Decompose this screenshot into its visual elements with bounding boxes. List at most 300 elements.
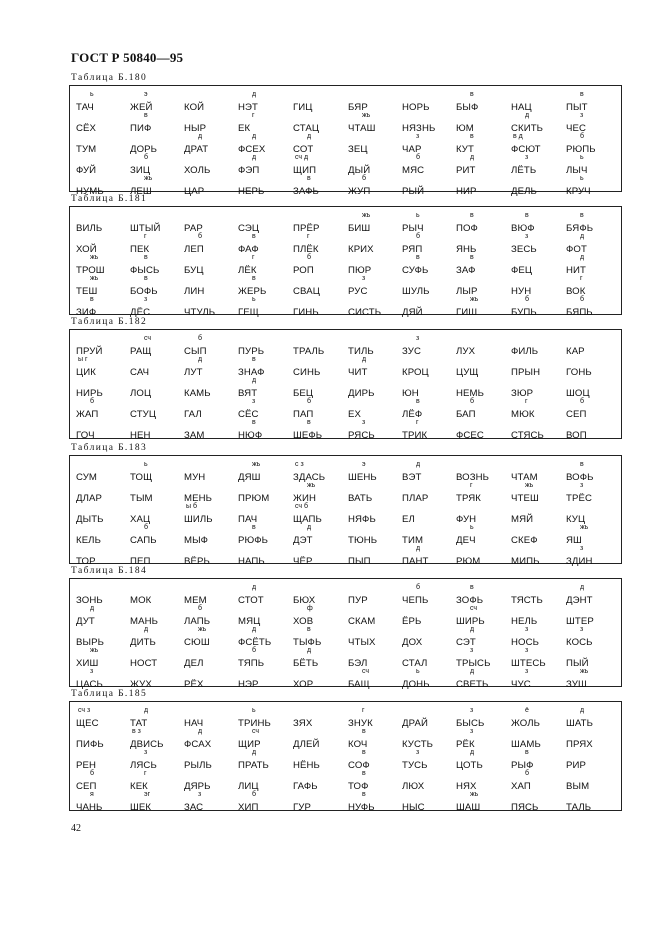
word-text: ТУСЬ: [402, 760, 428, 771]
table-row: [70, 114, 621, 134]
pronunciation-mark: з: [525, 154, 529, 161]
word-cell: [566, 114, 621, 134]
word-text: РЮМ: [456, 556, 481, 567]
pronunciation-mark: д: [252, 584, 257, 591]
word-cell: [238, 214, 293, 234]
word-cell: [566, 277, 621, 297]
word-cell: [402, 649, 457, 669]
word-text: ЧЕПЬ: [402, 595, 429, 606]
word-text: ДЭТ: [293, 535, 313, 546]
word-text: ДВИСЬ: [130, 739, 164, 750]
word-text: НИТ: [566, 265, 586, 276]
word-text: ШТЕСЬ: [511, 658, 546, 669]
pronunciation-mark: сч: [252, 728, 260, 735]
word-cell: [76, 526, 131, 546]
word-cell: [238, 730, 293, 750]
word-cell: [566, 156, 621, 176]
word-text: ЗУШ: [566, 679, 587, 690]
word-text: НЭТ: [238, 102, 258, 113]
word-cell: [348, 214, 403, 234]
pronunciation-mark: в: [307, 419, 311, 426]
word-text: НУМЬ: [76, 186, 104, 197]
word-text: ПЫТ: [566, 102, 588, 113]
word-cell: [348, 649, 403, 669]
word-cell: [130, 135, 185, 155]
word-cell: [456, 463, 511, 483]
word-text: ВЭТ: [402, 472, 422, 483]
table-caption: Таблица Б.180: [71, 73, 148, 83]
pronunciation-mark: г: [144, 233, 147, 240]
word-cell: [293, 505, 348, 525]
word-cell: [130, 607, 185, 627]
word-text: ЯШ: [566, 535, 582, 546]
word-text: ТРИНЬ: [238, 718, 271, 729]
word-text: НАЧ: [184, 718, 204, 729]
word-text: ЩЕС: [76, 718, 99, 729]
word-text: ГАЛ: [184, 409, 202, 420]
table-row: [70, 358, 621, 378]
pronunciation-mark: з: [525, 626, 529, 633]
table-row: [70, 463, 621, 483]
word-cell: [511, 547, 566, 567]
pronunciation-mark: в д: [513, 133, 523, 140]
word-cell: [456, 177, 511, 197]
pronunciation-mark: д: [416, 461, 421, 468]
word-text: ТЕШ: [76, 286, 98, 297]
word-cell: [511, 400, 566, 420]
word-cell: [184, 649, 239, 669]
word-cell: [238, 772, 293, 792]
word-text: ЖОЛЬ: [511, 718, 540, 729]
word-text: ЁРЬ: [402, 616, 422, 627]
pronunciation-mark: в: [362, 749, 366, 756]
pronunciation-mark: г: [144, 770, 147, 777]
word-text: ХАП: [511, 781, 531, 792]
word-text: ЛЕП: [184, 244, 204, 255]
word-text: ФУН: [456, 514, 477, 525]
word-cell: [184, 400, 239, 420]
word-text: МАНЬ: [130, 616, 159, 627]
pronunciation-mark: ь: [416, 212, 420, 219]
word-cell: [511, 463, 566, 483]
word-cell: [511, 628, 566, 648]
pronunciation-mark: жь: [198, 626, 207, 633]
pronunciation-mark: жь: [580, 524, 589, 531]
word-cell: [184, 484, 239, 504]
word-text: ЧЁР: [293, 556, 313, 567]
word-text: ЮН: [402, 388, 419, 399]
word-cell: [566, 607, 621, 627]
table-row: [70, 298, 621, 318]
word-text: ЧУС: [511, 679, 531, 690]
pronunciation-mark: д: [252, 749, 257, 756]
word-text: ПАП: [293, 409, 314, 420]
word-text: СТАЦ: [293, 123, 320, 134]
word-text: СТУЦ: [130, 409, 157, 420]
word-text: НИР: [456, 186, 477, 197]
table-caption: Таблица Б.181: [71, 194, 148, 204]
pronunciation-mark: жь: [90, 275, 99, 282]
table-row: [70, 730, 621, 750]
word-cell: [130, 463, 185, 483]
word-cell: [76, 586, 131, 606]
table-row: [70, 586, 621, 606]
word-text: ПРУЙ: [76, 346, 103, 357]
word-text: ДРАТ: [184, 144, 209, 155]
pronunciation-mark: ы б: [186, 503, 197, 510]
word-text: БЯФЬ: [566, 223, 594, 234]
word-text: ГЕЩ: [238, 307, 259, 318]
word-text: ЛЁТЬ: [511, 165, 537, 176]
word-text: ЕК: [238, 123, 251, 134]
word-text: КУСТЬ: [402, 739, 434, 750]
word-text: КАМЬ: [184, 388, 211, 399]
word-text: ДЛАР: [76, 493, 102, 504]
table-row: [70, 526, 621, 546]
word-cell: [293, 177, 348, 197]
pronunciation-mark: д: [470, 749, 475, 756]
word-text: ЧЕС: [566, 123, 587, 134]
word-text: ЛЫЧ: [566, 165, 588, 176]
word-text: ЗУС: [402, 346, 422, 357]
word-text: КРОЦ: [402, 367, 429, 378]
word-text: СЁХ: [76, 123, 97, 134]
word-cell: [293, 463, 348, 483]
pronunciation-mark: жь: [470, 791, 479, 798]
pronunciation-mark: сч б: [295, 503, 309, 510]
word-cell: [293, 214, 348, 234]
word-cell: [293, 400, 348, 420]
table-row: [70, 751, 621, 771]
pronunciation-mark: ь: [416, 668, 420, 675]
word-cell: [130, 93, 185, 113]
word-cell: [184, 628, 239, 648]
table-row: [70, 156, 621, 176]
word-text: ПУРЬ: [238, 346, 265, 357]
word-cell: [456, 793, 511, 813]
word-text: НОСЬ: [511, 637, 540, 648]
word-text: ШАТЬ: [566, 718, 593, 729]
word-text: РЫЧ: [402, 223, 424, 234]
word-text: ДРАЙ: [402, 718, 428, 729]
word-text: РИТ: [456, 165, 476, 176]
word-cell: [130, 586, 185, 606]
word-cell: [566, 379, 621, 399]
word-text: ПЕП: [130, 556, 151, 567]
word-cell: [456, 421, 511, 441]
word-cell: [293, 586, 348, 606]
pronunciation-mark: жь: [90, 254, 99, 261]
word-text: БЮХ: [293, 595, 316, 606]
pronunciation-mark: д: [307, 647, 312, 654]
word-cell: [456, 751, 511, 771]
word-cell: [238, 505, 293, 525]
word-cell: [293, 670, 348, 690]
word-text: ТАТ: [130, 718, 148, 729]
word-text: ЗИФ: [76, 307, 97, 318]
word-text: ФЕЦ: [511, 265, 533, 276]
word-cell: [566, 235, 621, 255]
pronunciation-mark: в: [362, 728, 366, 735]
word-cell: [293, 772, 348, 792]
word-text: ЛЯСЬ: [130, 760, 157, 771]
word-text: ЦАСЬ: [76, 679, 103, 690]
word-cell: [184, 793, 239, 813]
word-text: ПЛЁК: [293, 244, 319, 255]
word-text: ТЫМ: [130, 493, 153, 504]
word-cell: [402, 772, 457, 792]
word-cell: [238, 547, 293, 567]
word-cell: [511, 586, 566, 606]
table-row: [70, 379, 621, 399]
pronunciation-mark: сч з: [78, 707, 91, 714]
word-text: ТАЧ: [76, 102, 94, 113]
word-cell: [293, 526, 348, 546]
word-text: СЕП: [76, 781, 97, 792]
pronunciation-mark: ь: [252, 707, 256, 714]
word-cell: [348, 337, 403, 357]
word-text: МЯЙ: [511, 514, 534, 525]
word-cell: [511, 256, 566, 276]
pronunciation-mark: д: [198, 728, 203, 735]
word-cell: [238, 709, 293, 729]
word-cell: [348, 93, 403, 113]
word-text: ЯНЬ: [456, 244, 477, 255]
word-cell: [456, 772, 511, 792]
word-cell: [348, 709, 403, 729]
pronunciation-mark: эг: [144, 791, 151, 798]
word-cell: [511, 526, 566, 546]
word-text: НЯЗНЬ: [402, 123, 436, 134]
word-text: СЫП: [184, 346, 207, 357]
pronunciation-mark: д: [252, 377, 257, 384]
pronunciation-mark: жь: [252, 461, 261, 468]
word-cell: [402, 730, 457, 750]
word-text: ТЫФЬ: [293, 637, 322, 648]
word-text: ТЯПЬ: [238, 658, 265, 669]
word-cell: [293, 114, 348, 134]
word-cell: [293, 93, 348, 113]
pronunciation-mark: д: [580, 584, 585, 591]
word-cell: [238, 156, 293, 176]
word-cell: [184, 463, 239, 483]
word-text: ЛИН: [184, 286, 205, 297]
word-cell: [566, 256, 621, 276]
word-text: ЗЮР: [511, 388, 534, 399]
word-text: КАР: [566, 346, 585, 357]
word-cell: [76, 628, 131, 648]
word-cell: [293, 337, 348, 357]
pronunciation-mark: в: [144, 254, 148, 261]
word-text: ВЫМ: [566, 781, 590, 792]
word-cell: [130, 628, 185, 648]
word-text: ЗОФЬ: [456, 595, 484, 606]
word-text: ВЁРЬ: [184, 556, 210, 567]
document-header: ГОСТ Р 50840—95: [71, 50, 184, 65]
word-text: СТЯСЬ: [511, 430, 544, 441]
word-text: ЗЕЦ: [348, 144, 368, 155]
pronunciation-mark: з: [144, 296, 148, 303]
pronunciation-mark: з: [416, 749, 420, 756]
word-text: ЛЮХ: [402, 781, 425, 792]
word-text: ДОХ: [402, 637, 423, 648]
word-cell: [184, 772, 239, 792]
word-cell: [348, 421, 403, 441]
word-text: ЮМ: [456, 123, 474, 134]
word-cell: [238, 400, 293, 420]
word-text: ПРАТЬ: [238, 760, 269, 771]
word-text: ТОЩ: [130, 472, 153, 483]
word-cell: [456, 298, 511, 318]
word-text: ХОЛЬ: [184, 165, 211, 176]
word-cell: [348, 277, 403, 297]
word-cell: [456, 235, 511, 255]
word-text: БЁТЬ: [293, 658, 319, 669]
pronunciation-mark: з: [144, 749, 148, 756]
word-cell: [238, 670, 293, 690]
word-cell: [402, 463, 457, 483]
table-row: [70, 421, 621, 441]
table-row: [70, 135, 621, 155]
word-cell: [76, 114, 131, 134]
word-text: ДОРЬ: [130, 144, 158, 155]
word-text: РЫФ: [511, 760, 534, 771]
word-text: ГИШ: [456, 307, 478, 318]
word-text: ЧТАШ: [348, 123, 376, 134]
pronunciation-mark: з: [362, 419, 366, 426]
pronunciation-mark: в: [252, 275, 256, 282]
pronunciation-mark: в: [416, 398, 420, 405]
word-cell: [566, 358, 621, 378]
word-text: ШЕК: [130, 802, 152, 813]
word-cell: [76, 421, 131, 441]
pronunciation-mark: в: [580, 461, 584, 468]
pronunciation-mark: д: [144, 707, 149, 714]
word-cell: [130, 337, 185, 357]
word-text: РЯП: [402, 244, 423, 255]
word-text: РЫЙ: [402, 186, 425, 197]
word-cell: [130, 358, 185, 378]
word-table: [69, 701, 622, 811]
word-cell: [184, 730, 239, 750]
pronunciation-mark: д: [252, 91, 257, 98]
pronunciation-mark: б: [525, 296, 530, 303]
pronunciation-mark: ё: [525, 707, 529, 714]
word-text: РЫЛЬ: [184, 760, 212, 771]
pronunciation-mark: г: [580, 275, 583, 282]
pronunciation-mark: д: [416, 545, 421, 552]
word-cell: [456, 505, 511, 525]
pronunciation-mark: б: [252, 791, 257, 798]
pronunciation-mark: жь: [144, 175, 153, 182]
word-cell: [130, 421, 185, 441]
word-text: ЛУХ: [456, 346, 476, 357]
word-text: СУФЬ: [402, 265, 429, 276]
word-cell: [511, 751, 566, 771]
word-text: ГАФЬ: [293, 781, 318, 792]
word-text: ПИФ: [130, 123, 152, 134]
word-cell: [76, 337, 131, 357]
word-cell: [402, 337, 457, 357]
word-cell: [238, 177, 293, 197]
word-text: МЮК: [511, 409, 535, 420]
pronunciation-mark: з: [90, 668, 94, 675]
word-cell: [511, 235, 566, 255]
word-cell: [184, 421, 239, 441]
word-text: ДЕЧ: [456, 535, 476, 546]
pronunciation-mark: д: [144, 626, 149, 633]
word-text: ТАЛЬ: [566, 802, 592, 813]
word-cell: [348, 379, 403, 399]
word-cell: [184, 298, 239, 318]
word-text: ЖУП: [348, 186, 371, 197]
word-cell: [566, 772, 621, 792]
pronunciation-mark: ь: [580, 154, 584, 161]
word-cell: [511, 421, 566, 441]
table-caption: Таблица Б.184: [71, 566, 148, 576]
word-text: ЛИЦ: [238, 781, 259, 792]
word-cell: [402, 156, 457, 176]
word-text: ЛЕШ: [130, 186, 152, 197]
pronunciation-mark: в: [252, 233, 256, 240]
word-text: ПЯСЬ: [511, 802, 539, 813]
word-cell: [293, 751, 348, 771]
pronunciation-mark: з: [580, 545, 584, 552]
pronunciation-mark: в: [580, 91, 584, 98]
pronunciation-mark: д: [470, 626, 475, 633]
word-text: ЧТАМ: [511, 472, 538, 483]
word-text: ВЯТ: [238, 388, 258, 399]
word-cell: [293, 484, 348, 504]
word-text: РЯСЬ: [348, 430, 375, 441]
word-text: НАПЬ: [238, 556, 265, 567]
pronunciation-mark: д: [362, 356, 367, 363]
word-cell: [130, 649, 185, 669]
word-text: НЯФЬ: [348, 514, 376, 525]
word-cell: [293, 298, 348, 318]
word-cell: [130, 114, 185, 134]
word-cell: [402, 93, 457, 113]
word-cell: [566, 670, 621, 690]
pronunciation-mark: я: [90, 791, 94, 798]
pronunciation-mark: в з: [132, 728, 141, 735]
word-cell: [184, 505, 239, 525]
word-cell: [76, 463, 131, 483]
word-cell: [566, 337, 621, 357]
word-cell: [76, 709, 131, 729]
word-cell: [566, 730, 621, 750]
word-text: СОТ: [293, 144, 314, 155]
word-text: СТАЛ: [402, 658, 428, 669]
word-text: ФИЛЬ: [511, 346, 539, 357]
word-cell: [130, 235, 185, 255]
pronunciation-mark: д: [580, 254, 585, 261]
word-cell: [293, 730, 348, 750]
word-text: ШТЫЙ: [130, 223, 161, 234]
word-text: НЭР: [238, 679, 259, 690]
pronunciation-mark: д: [580, 707, 585, 714]
word-cell: [456, 730, 511, 750]
word-cell: [511, 114, 566, 134]
pronunciation-mark: б: [416, 154, 421, 161]
word-cell: [184, 214, 239, 234]
pronunciation-mark: в: [416, 254, 420, 261]
word-text: БИШ: [348, 223, 371, 234]
word-cell: [76, 751, 131, 771]
pronunciation-mark: д: [198, 133, 203, 140]
pronunciation-mark: г: [525, 398, 528, 405]
word-cell: [348, 628, 403, 648]
